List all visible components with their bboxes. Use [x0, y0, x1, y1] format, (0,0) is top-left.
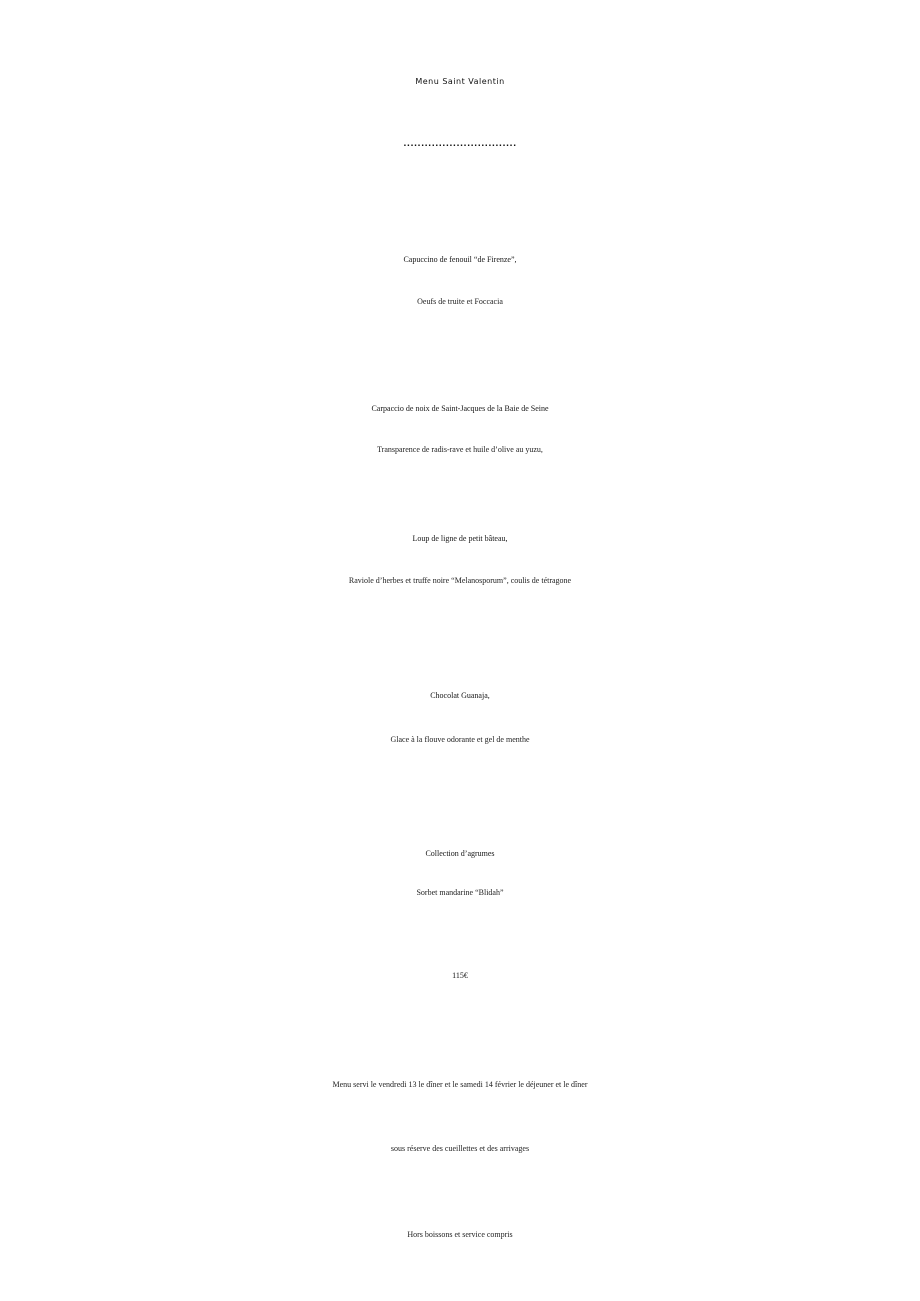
course-4-name: Chocolat Guanaja,: [430, 691, 490, 700]
availability-note: sous réserve des cueillettes et des arrivages: [390, 1144, 530, 1153]
menu-price: 115€: [452, 971, 468, 980]
course-3-name: Loup de ligne de petit bâteau,: [412, 534, 508, 543]
course-2-description: Transparence de radis-rave et huile d’olive au yuzu,: [377, 445, 543, 454]
course-5-description: Sorbet mandarine “Blidah”: [416, 888, 504, 897]
service-note: Menu servi le vendredi 13 le dîner et le samedi 14 février le déjeuner et le dîner: [332, 1080, 588, 1089]
course-5-name: Collection d’agrumes: [425, 849, 495, 858]
course-3-description: Raviole d’herbes et truffe noire “Melanosporum”, coulis de tétragone: [348, 576, 572, 585]
course-4-description: Glace à la flouve odorante et gel de menthe: [390, 735, 530, 744]
course-1-name: Capuccino de fenouil “de Firenze”,: [403, 255, 517, 264]
menu-title: Menu Saint Valentin: [415, 77, 505, 86]
course-2-name: Carpaccio de noix de Saint-Jacques de la Baie de Seine: [371, 404, 549, 413]
pricing-note: Hors boissons et service compris: [407, 1230, 513, 1239]
course-1-description: Oeufs de truite et Foccacia: [417, 297, 503, 306]
title-separator: ................................: [403, 139, 517, 148]
